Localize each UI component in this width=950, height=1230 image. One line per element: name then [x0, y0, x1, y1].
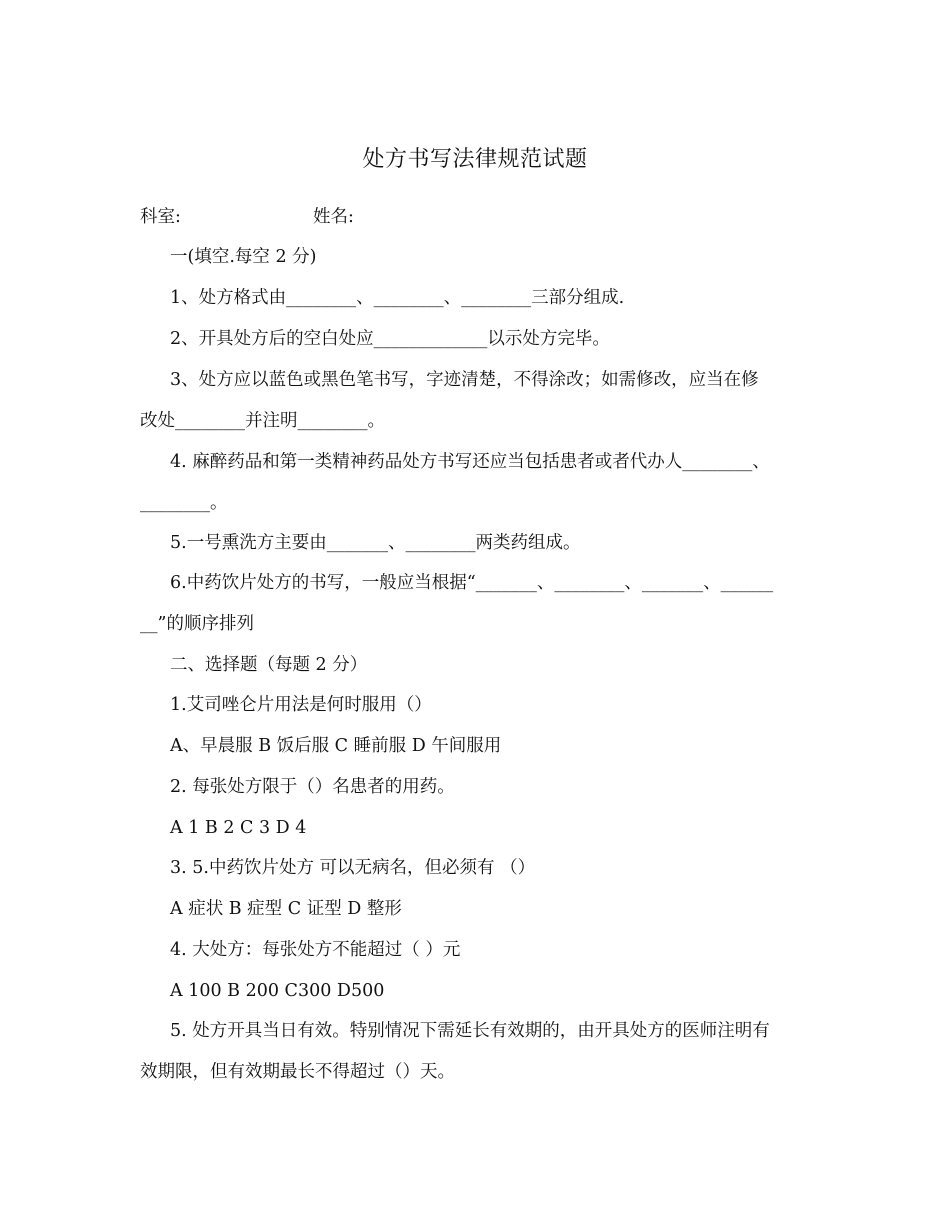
question-line: 6.中药饮片处方的书写，一般应当根据“_______、________、_______、______: [170, 573, 774, 593]
name-label: 姓名:: [313, 207, 354, 227]
question-line: 4. 麻醉药品和第一类精神药品处方书写还应当包括患者或者代办人________、: [170, 452, 770, 472]
question-line-continued: 改处________并注明________。: [140, 411, 385, 431]
section-fill-blank-heading: 一(填空.每空 2 分): [170, 247, 317, 267]
question-line: 2、开具处方后的空白处应_____________以示处方完毕。: [170, 329, 610, 349]
question-line: 1.艾司唑仑片用法是何时服用（）: [170, 695, 432, 715]
section-multiple-choice-heading: 二、选择题（每题 2 分）: [170, 655, 368, 675]
department-label: 科室:: [140, 207, 181, 227]
question-line-continued: __”的顺序排列: [140, 614, 254, 634]
answer-options: A、早晨服 B 饭后服 C 睡前服 D 午间服用: [170, 736, 502, 756]
question-line: 5.一号熏洗方主要由_______、________两类药组成。: [170, 533, 581, 553]
question-line-continued: 效期限，但有效期最长不得超过（）天。: [140, 1062, 455, 1082]
answer-options: A 1 B 2 C 3 D 4: [170, 818, 307, 838]
answer-options: A 100 B 200 C300 D500: [170, 981, 385, 1001]
question-line: 1、处方格式由________、________、________三部分组成.: [170, 288, 625, 308]
question-line-continued: ________。: [140, 493, 228, 513]
answer-options: A 症状 B 症型 C 证型 D 整形: [170, 899, 402, 919]
page-title: 处方书写法律规范试题: [362, 147, 588, 172]
question-line: 4. 大处方：每张处方不能超过（ ）元: [170, 940, 461, 960]
question-line: 5. 处方开具当日有效。特别情况下需延长有效期的，由开具处方的医师注明有: [170, 1021, 770, 1041]
question-line: 3、处方应以蓝色或黑色笔书写，字迹清楚，不得涂改；如需修改，应当在修: [170, 370, 759, 390]
question-line: 2. 每张处方限于（）名患者的用药。: [170, 777, 455, 797]
question-line: 3. 5.中药饮片处方 可以无病名，但必须有 （）: [170, 858, 536, 878]
